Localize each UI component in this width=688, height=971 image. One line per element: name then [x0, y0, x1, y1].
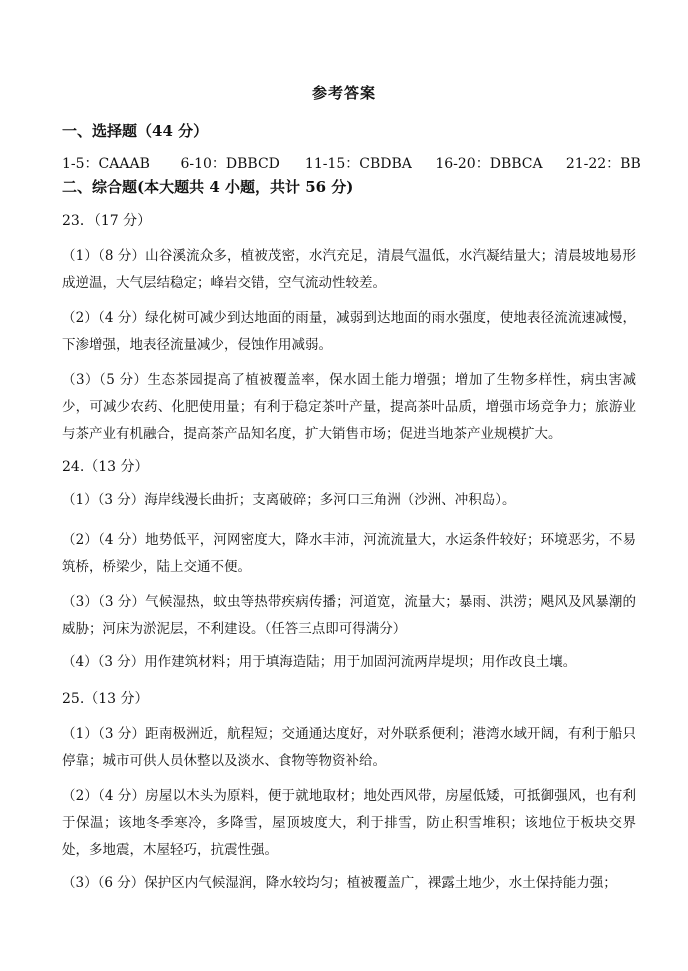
section-1-heading: 一、选择题（44 分） [62, 122, 209, 140]
q23-part-2: （2）（4 分）绿化树可减少到达地面的雨量，减弱到达地面的雨水强度，使地表径流流速减慢，下渗增强，地表径流量减少，侵蚀作用减弱。 [62, 310, 636, 353]
question-25-label: 25.（13 分） [62, 691, 149, 707]
answer-group: 11-15：CBDBA [304, 156, 412, 172]
answer-group: 16-20：DBBCA [435, 156, 543, 172]
answer-group: 1-5：CAAAB [62, 156, 150, 172]
question-23-label: 23．（17 分） [62, 213, 152, 229]
q23-part-3: （3）（5 分）生态茶园提高了植被覆盖率，保水固土能力增强；增加了生物多样性，病虫害减少，可减少农药、化肥使用量；有利于稳定茶叶产量，提高茶叶品质，增强市场竞争力；旅游业与茶产业有机融合，提高茶产品知名度，扩大销售市场；促进当地茶产业规模扩大。 [62, 372, 636, 442]
q25-part-2: （2）（4 分）房屋以木头为原料，便于就地取材；地处西风带，房屋低矮，可抵御强风，也有利于保温；该地冬季寒冷，多降雪，屋顶坡度大，利于排雪，防止积雪堆积；该地位于板块交界处，多地震，木屋轻巧，抗震性强。 [62, 788, 636, 858]
q23-part-1: （1）（8 分）山谷溪流众多，植被茂密，水汽充足，清晨气温低，水汽凝结量大；清晨坡地易形成逆温，大气层结稳定；峰岩交错，空气流动性较差。 [62, 248, 636, 291]
q24-part-4: （4）（3 分）用作建筑材料；用于填海造陆；用于加固河流两岸堤坝；用作改良土壤。 [62, 654, 577, 670]
question-24-label: 24.（13 分） [62, 459, 149, 475]
q24-part-2: （2）（4 分）地势低平，河网密度大，降水丰沛，河流流量大，水运条件较好；环境恶劣，不易筑桥，桥梁少，陆上交通不便。 [62, 532, 636, 575]
q24-part-3: （3）（3 分）气候湿热，蚊虫等热带疾病传播；河道宽，流量大；暴雨、洪涝；飓风及风暴潮的威胁；河床为淤泥层，不利建设。（任答三点即可得满分） [62, 594, 636, 637]
q25-part-1: （1）（3 分）距南极洲近，航程短；交通通达度好，对外联系便利；港湾水域开阔，有利于船只停靠；城市可供人员休整以及淡水、食物等物资补给。 [62, 726, 636, 769]
choice-answers [62, 153, 642, 173]
q25-part-3: （3）（6 分）保护区内气候湿润，降水较均匀；植被覆盖广，裸露土地少，水土保持能力强； [62, 875, 617, 891]
answer-group: 21-22：BB [565, 156, 641, 172]
page-title: 参考答案 [311, 84, 376, 102]
answer-group: 6-10：DBBCD [180, 156, 280, 172]
q24-part-1: （1）（3 分）海岸线漫长曲折；支离破碎；多河口三角洲（沙洲、冲积岛）。 [62, 492, 516, 508]
section-2-heading: 二、综合题(本大题共 4 小题，共计 56 分) [62, 178, 354, 196]
